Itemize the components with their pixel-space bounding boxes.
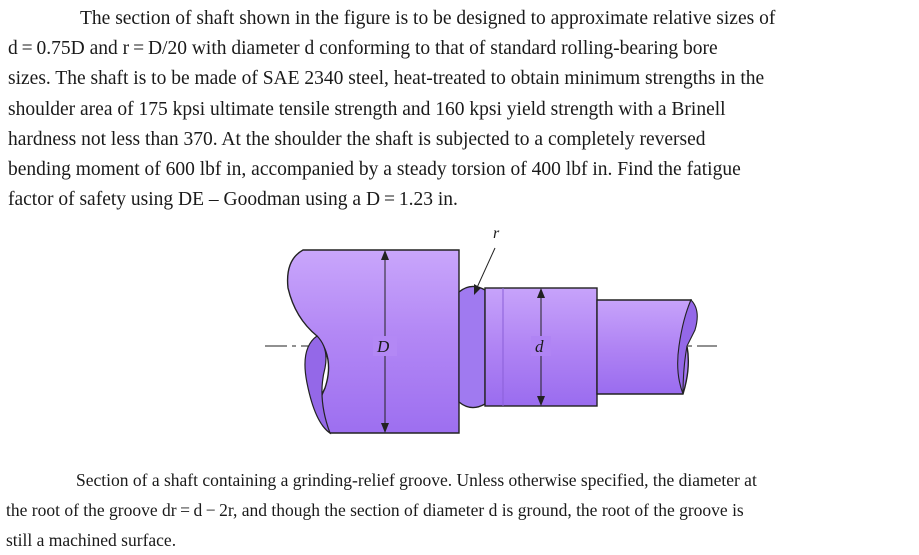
problem-line: shoulder area of 175 kpsi ultimate tensile strength and 160 kpsi yield strength with a Brinell xyxy=(8,98,726,120)
problem-line: d = 0.75D and r = D/20 with diameter d conforming to that of standard rolling-bearing bore xyxy=(8,38,718,60)
caption-line: still a machined surface. xyxy=(6,530,177,550)
problem-line: The section of shaft shown in the figure is to be designed to approximate relative sizes of xyxy=(80,8,776,29)
problem-statement xyxy=(8,4,913,215)
figure-caption xyxy=(6,465,916,555)
small-end-shaft xyxy=(597,300,691,394)
problem-line: sizes. The shaft is to be made of SAE 2340 steel, heat-treated to obtain minimum strengths in the xyxy=(8,68,765,90)
shaft-figure xyxy=(255,218,725,450)
problem-line: bending moment of 600 lbf in, accompanied by a steady torsion of 400 lbf in. Find the fatigue xyxy=(8,158,741,180)
label-D: D xyxy=(377,337,390,356)
label-d: d xyxy=(535,337,544,356)
label-r: r xyxy=(493,225,500,242)
shaft-diagram xyxy=(255,218,725,450)
problem-line: hardness not less than 370. At the shoulder the shaft is subjected to a completely reversed xyxy=(8,128,706,150)
caption-line: the root of the groove dr = d − 2r, and though the section of diameter d is ground, the root of the groove is xyxy=(6,500,744,520)
problem-line: factor of safety using DE – Goodman using a D = 1.23 in. xyxy=(8,189,458,211)
grinding-groove xyxy=(459,286,485,407)
caption-line: Section of a shaft containing a grinding-relief groove. Unless otherwise specified, the diameter at xyxy=(76,470,757,490)
radius-leader xyxy=(475,248,495,292)
